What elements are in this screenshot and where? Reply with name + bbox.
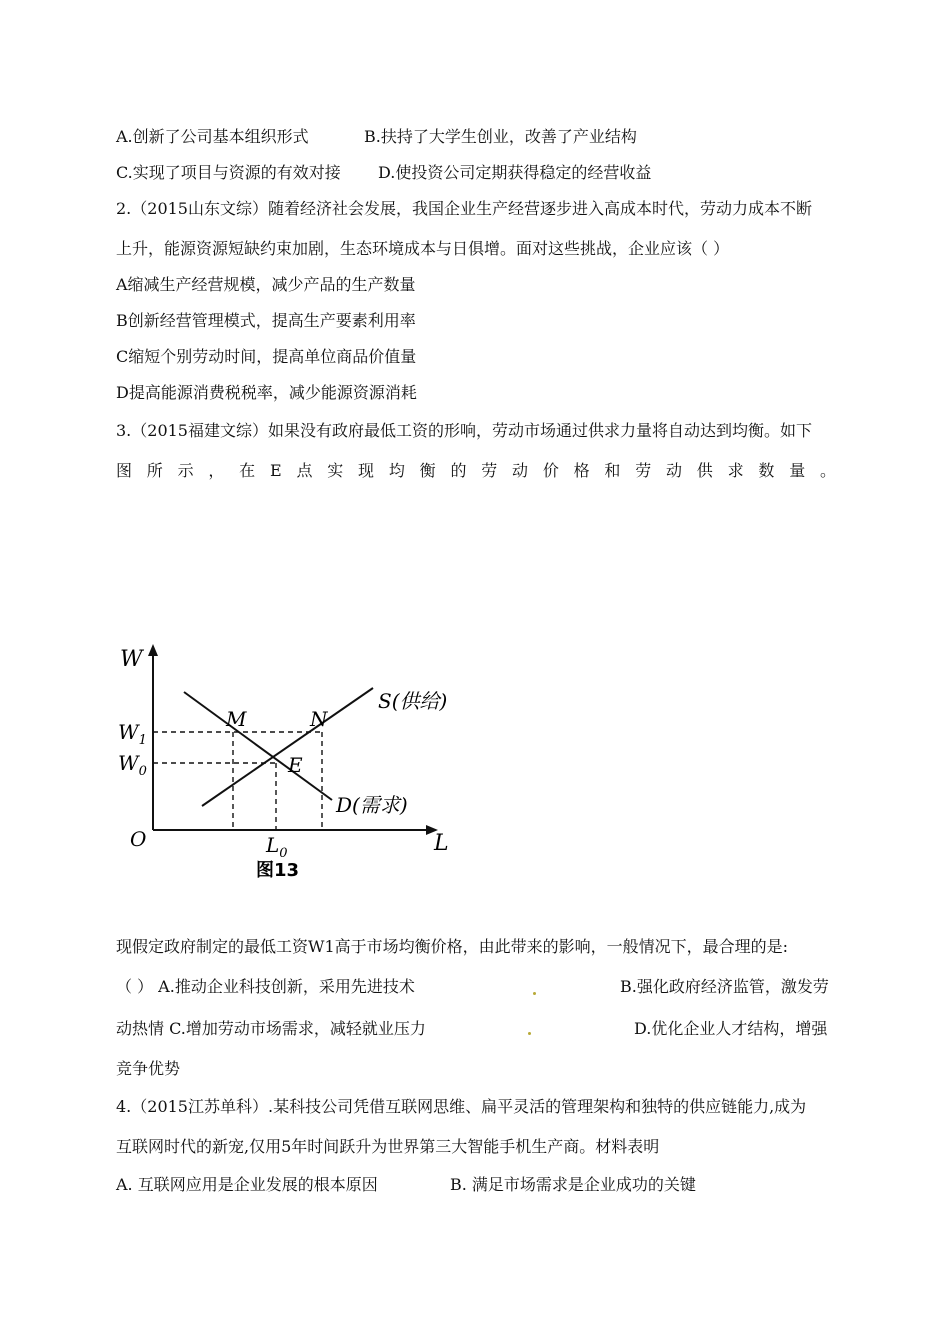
q1-option-c: C.实现了项目与资源的有效对接 [116, 163, 341, 182]
y-axis-arrow [148, 644, 158, 656]
q2-option-b: B创新经营管理模式，提高生产要素利用率 [116, 311, 416, 330]
labor-market-figure [116, 640, 496, 890]
stray-mark [533, 992, 536, 995]
q3-option-line3: 竞争优势 [116, 1059, 181, 1078]
stray-mark [528, 1032, 531, 1035]
point-n-label: N [310, 707, 328, 731]
q2-stem-line2: 上升，能源资源短缺约束加剧，生态环境成本与日俱增。面对这些挑战，企业应该（ ） [116, 239, 730, 258]
q4-option-b: B. 满足市场需求是企业成功的关键 [450, 1175, 696, 1194]
q3-after-line1: 现假定政府制定的最低工资W1高于市场均衡价格，由此带来的影响，一般情况下，最合理的是: [116, 937, 789, 956]
q4-stem-line1: 4.（2015江苏单科）.某科技公司凭借互联网思维、扁平灵活的管理架构和独特的供应链能力,成为 [116, 1097, 807, 1116]
origin-label: O [130, 827, 147, 851]
supply-curve [202, 688, 373, 806]
q1-option-a: A.创新了公司基本组织形式 [116, 127, 309, 146]
q3-stem-line1: 3.（2015福建文综）如果没有政府最低工资的形响，劳动市场通过供求力量将自动达到均衡。如下 [116, 421, 812, 440]
q2-option-d: D提高能源消费税税率，减少能源资源消耗 [116, 383, 417, 402]
q3-option-line2-left: 动热情 C.增加劳动市场需求，减轻就业压力 [116, 1019, 426, 1038]
point-m-label: M [226, 707, 247, 731]
q4-stem-line2: 互联网时代的新宠,仅用5年时间跃升为世界第三大智能手机生产商。材料表明 [116, 1137, 660, 1156]
q3-option-line1-left: （ ） A.推动企业科技创新，采用先进技术 [116, 977, 415, 996]
point-e-label: E [288, 753, 303, 777]
q3-stem-line2: 图所示，在E点实现均衡的劳动价格和劳动供求数量。 [116, 461, 836, 480]
q2-option-a: A缩减生产经营规模，减少产品的生产数量 [116, 275, 416, 294]
figure-caption: 图13 [256, 860, 300, 881]
q4-option-a: A. 互联网应用是企业发展的根本原因 [116, 1175, 378, 1194]
q1-option-d: D.使投资公司定期获得稳定的经营收益 [378, 163, 652, 182]
x-axis-label: L [434, 831, 449, 856]
q3-option-line1-right: B.强化政府经济监管，激发劳 [620, 977, 829, 996]
y-axis-label: W [120, 647, 143, 672]
q1-option-b: B.扶持了大学生创业，改善了产业结构 [364, 127, 637, 146]
q2-option-c: C缩短个别劳动时间，提高单位商品价值量 [116, 347, 417, 366]
q2-stem-line1: 2.（2015山东文综）随着经济社会发展，我国企业生产经营逐步进入高成本时代，劳动力成本不断 [116, 199, 812, 218]
l0-label: $L_0$ [266, 833, 288, 861]
q3-option-line2-right: D.优化企业人才结构，增强 [634, 1019, 828, 1038]
supply-label: S(供给) [378, 689, 448, 713]
w0-label: $W_0$ [118, 751, 147, 779]
w1-label: $W_1$ [118, 720, 147, 748]
demand-label: D(需求) [336, 793, 408, 817]
supply-demand-diagram [116, 640, 496, 890]
